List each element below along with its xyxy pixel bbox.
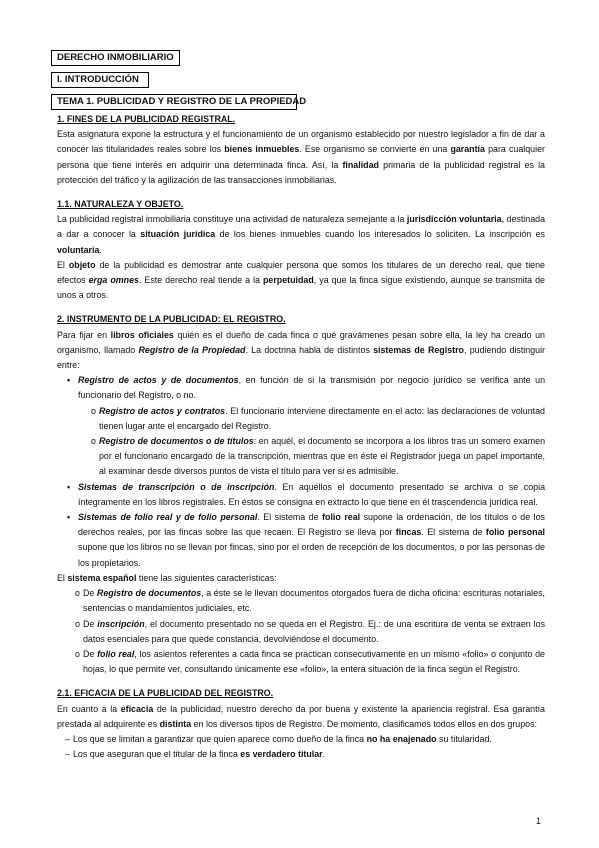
heading-naturaleza: 1.1. NATURALEZA Y OBJETO. [57, 199, 184, 210]
heading-fines: 1. FINES DE LA PUBLICIDAD REGISTRAL. [57, 114, 236, 124]
list-item: • Registro de actos y de documentos, en función de si la transmisión por negocio jurídico se verifica ante un funcionario del Registro, o no. [57, 373, 545, 403]
paragraph-fines: Esta asignatura expone la estructura y el funcionamiento de un organismo establecido por nuestro legislador a fin de dar a conocer las titularidades reales sobre los bienes inmuebles. Ese organismo se convierte en una garantía para cualquier persona que tiene interés en adquirir una determinada finca. Así, la finalidad primaria de la publicidad registral es la protección del tráfico y la agilización de las transacciones inmobiliarias. [57, 129, 545, 185]
list-grupos [57, 732, 545, 762]
paragraph-eficacia: En cuanto a la eficacia de la publicidad, nuestro derecho da por buena y existente la apariencia registral. Esa garantía prestada al adquirente es distinta en los diversos tipos de Registro. De momento, clasificamos todos ellos en dos grupos: [57, 703, 545, 729]
list-item: – Los que aseguran que el titular de la finca es verdadero titular. [57, 747, 545, 762]
list-item: o De folio real, los asientos referentes a cada finca se practican consecutivamente en un mismo «folio» o conjunto de hojas, lo que permite ver, consultando únicamente ese «folio», la entera situación de la finca según el Registro. [57, 647, 545, 677]
heading-instrumento: 2. INSTRUMENTO DE LA PUBLICIDAD: EL REGISTRO. [57, 314, 286, 325]
heading-eficacia: 2.1. EFICACIA DE LA PUBLICIDAD DEL REGISTRO. [57, 688, 274, 699]
document-title: DERECHO INMOBILIARIO [51, 50, 180, 66]
paragraph-naturaleza: La publicidad registral inmobiliaria constituye una actividad de naturaleza semejante a la jurisdicción voluntaria, destinada a dar a conocer la situación jurídica de los bienes inmuebles cuando los interesados lo soliciten. La inscripción es voluntaria. [57, 214, 546, 255]
list-item: o Registro de documentos o de títulos: en aquél, el documento se incorpora a los libros tras un somero examen por el funcionario encargado de la transcripción, mientras que en éste el Registrador juega un papel importante, al examinar desde diversos puntos de vista el título para ver si es admisible. [57, 434, 545, 480]
list-caracteristicas [57, 586, 545, 677]
list-item: o Registro de actos y contratos. El funcionario interviene directamente en el acto: las declaraciones de voluntad tienen lugar ante el encargado del Registro. [57, 404, 545, 434]
list-item: o De inscripción, el documento presentado no se queda en el Registro. Ej.: de una escritura de venta se extraen los datos esenciales para que quede constancia, devolviéndose el documento. [57, 617, 545, 647]
document-body [57, 112, 545, 762]
list-item: • Sistemas de folio real y de folio personal. El sistema de folio real supone la ordenación, de los títulos o de los derechos reales, por las fincas sobre las que recaen. El Registro se lleva por fincas. El sistema de folio personal supone que los libros no se llevan por fincas, sino por el orden de recepción de los documentos, o por las personas de los propietarios. [57, 510, 545, 571]
paragraph-sistema-espanol: El sistema español tiene las siguientes características: [57, 572, 277, 583]
list-item: – Los que se limitan a garantizar que quien aparece como dueño de la finca no ha enajenado su titularidad. [57, 732, 545, 747]
list-sistemas [57, 373, 545, 571]
section-title: I. INTRODUCCIÓN [51, 72, 149, 88]
list-item: • Sistemas de transcripción o de inscripción. En aquéllos el documento presentado se archiva o se copia íntegramente en los libros registrales. En éstos se consigna en extracto lo que tiene en él trascendencia jurídica real. [57, 480, 545, 510]
paragraph-instrumento: Para fijar en libros oficiales quién es el dueño de cada finca o qué gravámenes pesan sobre ella, la ley ha creado un organismo, llamado Registro de la Propiedad. La doctrina habla de distintos sistemas de Registro, pudiendo distinguir entre: [57, 329, 545, 371]
topic-title: TEMA 1. PUBLICIDAD Y REGISTRO DE LA PROPIEDAD [51, 94, 297, 110]
page-number: 1 [536, 816, 542, 826]
list-item: o De Registro de documentos, a éste se le llevan documentos otorgados fuera de dicha oficina: escrituras notariales, sentencias o mandamientos judiciales, etc. [57, 586, 545, 616]
paragraph-objeto: El objeto de la publicidad es demostrar ante cualquier persona que somos los titulares de un derecho real, que tiene efectos erga omnes. Este derecho real tiende a la perpetuidad, ya que la finca sigue existiendo, aunque se transmita de unos a otros. [57, 259, 545, 301]
